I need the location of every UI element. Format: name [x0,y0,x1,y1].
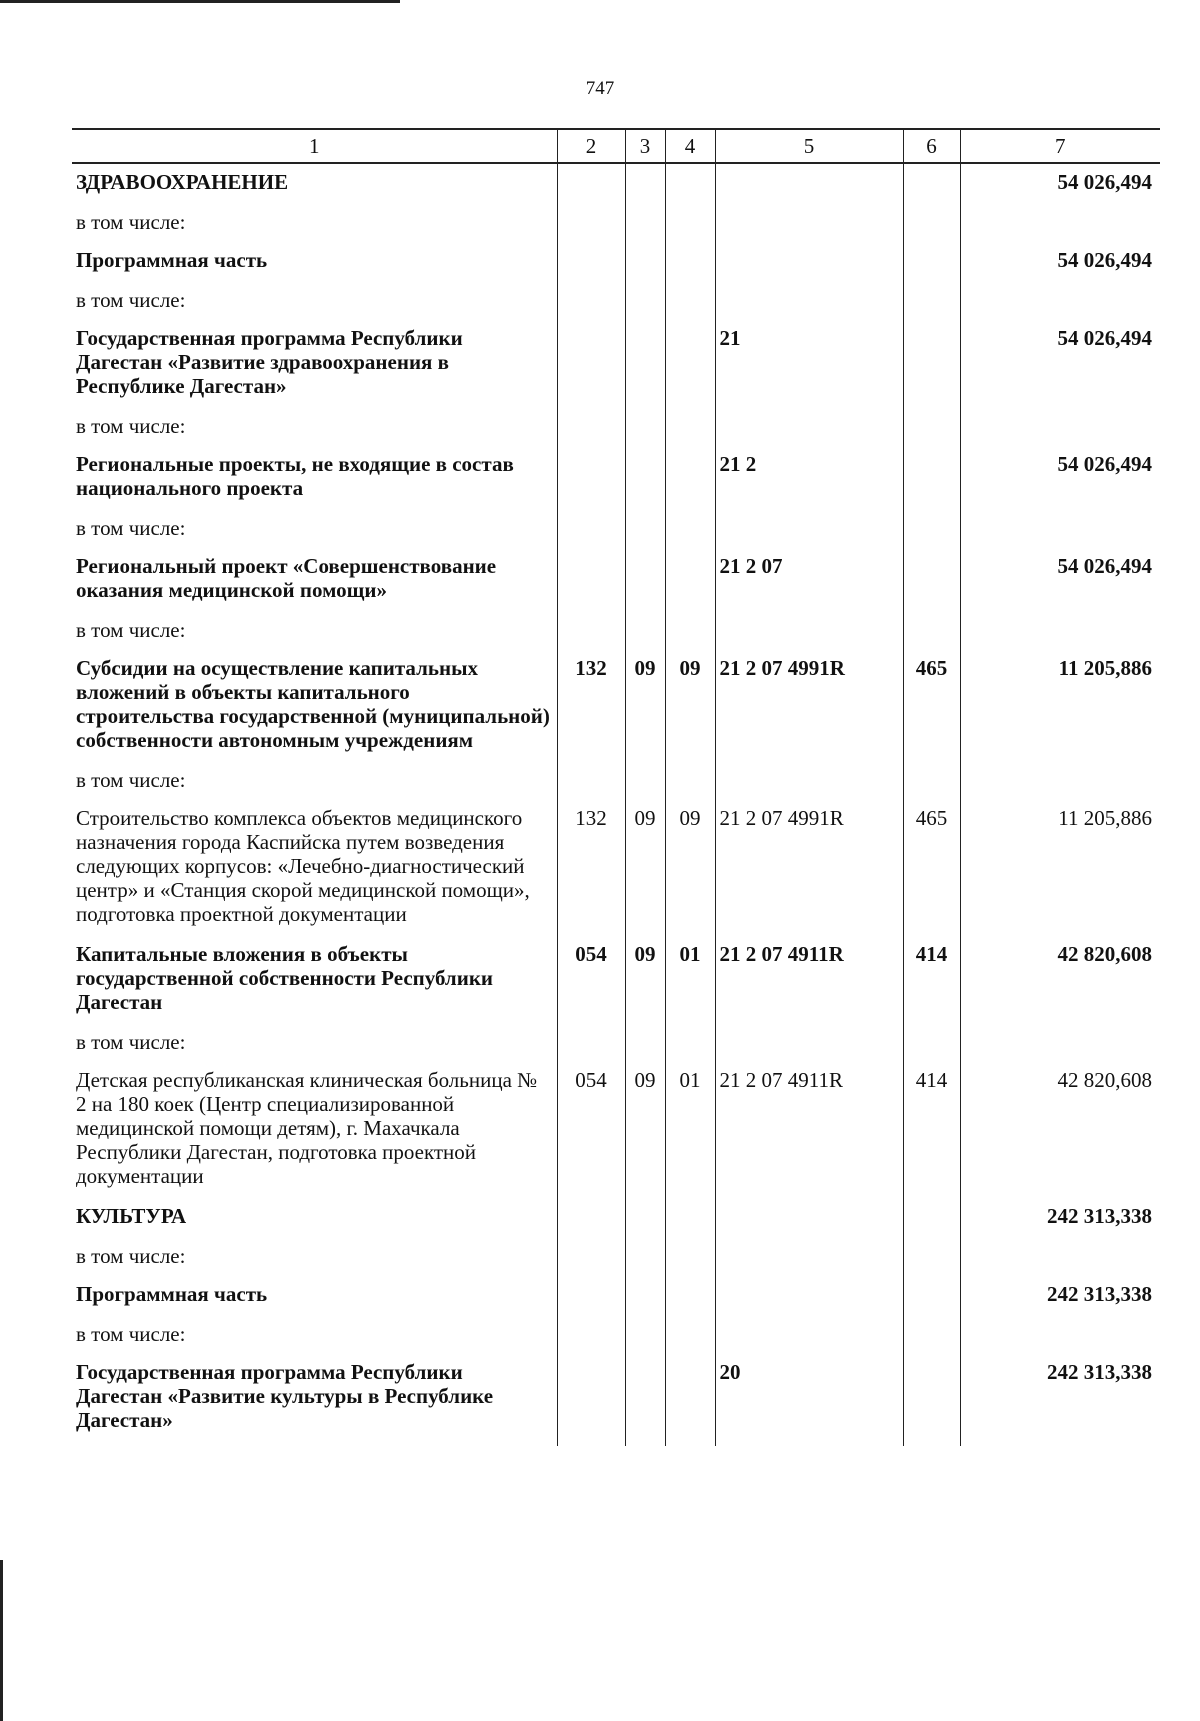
table-row [72,1354,1160,1446]
cell-col-6 [903,408,960,446]
cell-col-7: 11 205,886 [960,800,1160,936]
cell-col-6 [903,1238,960,1276]
cell-col-4 [665,510,715,548]
column-header-2: 2 [557,129,625,163]
cell-col-3 [625,320,665,408]
cell-col-7 [960,1316,1160,1354]
cell-col-7: 54 026,494 [960,548,1160,612]
table-row [72,936,1160,1024]
cell-col-5: 21 2 07 4991R [715,650,903,762]
row-name-cell: Строительство комплекса объектов медицинского назначения города Каспийска путем возведения следующих корпусов: «Лечебно-диагностический центр» и «Станция скорой медицинской помощи», подготовка проектной документации [76,806,530,926]
cell-col-3 [625,1238,665,1276]
row-name-cell: в том числе: [76,768,186,792]
cell-col-3 [625,242,665,282]
cell-col-7 [960,282,1160,320]
cell-col-3 [625,1276,665,1316]
row-name-cell: в том числе: [76,618,186,642]
cell-col-6 [903,548,960,612]
row-name-cell: в том числе: [76,288,186,312]
row-name-cell: Государственная программа Республики Дагестан «Развитие культуры в Республике Дагестан» [76,1360,494,1432]
cell-col-6 [903,204,960,242]
cell-col-2 [557,242,625,282]
cell-col-3: 09 [625,650,665,762]
table-row [72,163,1160,204]
row-name-cell: Государственная программа Республики Дагестан «Развитие здравоохранения в Республике Дагестан» [76,326,463,398]
table-row [72,548,1160,612]
cell-col-3: 09 [625,1062,665,1198]
table-row [72,282,1160,320]
table-row [72,1238,1160,1276]
cell-col-6: 465 [903,800,960,936]
row-name-cell: в том числе: [76,1244,186,1268]
cell-col-3 [625,510,665,548]
cell-col-4 [665,612,715,650]
scan-artifact-top-line [0,0,400,3]
budget-table [72,128,1160,1446]
cell-col-2 [557,1024,625,1062]
row-name-cell: в том числе: [76,516,186,540]
cell-col-2 [557,510,625,548]
cell-col-4 [665,1276,715,1316]
cell-col-6 [903,163,960,204]
cell-col-4 [665,1024,715,1062]
table-row [72,242,1160,282]
cell-col-6 [903,510,960,548]
cell-col-5 [715,282,903,320]
table-row [72,446,1160,510]
cell-col-6 [903,762,960,800]
cell-col-7: 54 026,494 [960,163,1160,204]
cell-col-6: 414 [903,936,960,1024]
cell-col-2 [557,1316,625,1354]
cell-col-5: 20 [715,1354,903,1446]
cell-col-5 [715,510,903,548]
cell-col-5 [715,762,903,800]
column-header-6: 6 [903,129,960,163]
table-row [72,650,1160,762]
cell-col-4 [665,320,715,408]
cell-col-5: 21 2 07 4911R [715,1062,903,1198]
cell-col-4: 09 [665,650,715,762]
cell-col-4 [665,548,715,612]
cell-col-7 [960,204,1160,242]
column-header-1: 1 [72,129,557,163]
cell-col-4 [665,204,715,242]
row-name-cell: КУЛЬТУРА [76,1204,187,1228]
cell-col-2 [557,163,625,204]
cell-col-4 [665,1198,715,1238]
row-name-cell: Капитальные вложения в объекты государственной собственности Республики Дагестан [76,942,494,1014]
column-header-5: 5 [715,129,903,163]
cell-col-7 [960,612,1160,650]
cell-col-3 [625,408,665,446]
row-name-cell: в том числе: [76,414,186,438]
cell-col-2 [557,1354,625,1446]
table-row [72,320,1160,408]
cell-col-4 [665,1316,715,1354]
cell-col-2 [557,762,625,800]
cell-col-3 [625,1024,665,1062]
cell-col-3 [625,612,665,650]
row-name-cell: ЗДРАВООХРАНЕНИЕ [76,170,289,194]
cell-col-5: 21 2 [715,446,903,510]
cell-col-4 [665,1354,715,1446]
cell-col-6 [903,1024,960,1062]
cell-col-6 [903,1198,960,1238]
cell-col-4: 01 [665,936,715,1024]
cell-col-2 [557,408,625,446]
cell-col-6: 414 [903,1062,960,1198]
cell-col-7 [960,762,1160,800]
cell-col-7 [960,1024,1160,1062]
cell-col-4 [665,762,715,800]
table-row [72,1024,1160,1062]
cell-col-2 [557,1198,625,1238]
cell-col-6 [903,446,960,510]
row-name-cell: в том числе: [76,210,186,234]
cell-col-5 [715,1276,903,1316]
cell-col-6 [903,1354,960,1446]
cell-col-7: 42 820,608 [960,1062,1160,1198]
cell-col-6: 465 [903,650,960,762]
cell-col-3 [625,282,665,320]
table-row [72,1198,1160,1238]
cell-col-3 [625,762,665,800]
row-name-cell: Программная часть [76,1282,268,1306]
cell-col-2 [557,320,625,408]
cell-col-2: 132 [557,800,625,936]
cell-col-4 [665,408,715,446]
column-header-4: 4 [665,129,715,163]
cell-col-3 [625,1316,665,1354]
cell-col-7: 242 313,338 [960,1198,1160,1238]
cell-col-6 [903,320,960,408]
cell-col-2: 054 [557,1062,625,1198]
cell-col-3 [625,204,665,242]
cell-col-6 [903,282,960,320]
cell-col-5 [715,242,903,282]
table-row [72,408,1160,446]
cell-col-6 [903,1276,960,1316]
cell-col-2 [557,612,625,650]
cell-col-3: 09 [625,936,665,1024]
scan-artifact-left-line [0,1560,3,1721]
table-row [72,762,1160,800]
row-name-cell: в том числе: [76,1322,186,1346]
table-row [72,800,1160,936]
table-row [72,204,1160,242]
row-name-cell: Программная часть [76,248,268,272]
cell-col-3: 09 [625,800,665,936]
row-name-cell: в том числе: [76,1030,186,1054]
cell-col-6 [903,1316,960,1354]
cell-col-2 [557,1238,625,1276]
cell-col-7: 242 313,338 [960,1354,1160,1446]
cell-col-3 [625,163,665,204]
cell-col-5: 21 [715,320,903,408]
cell-col-5 [715,1024,903,1062]
cell-col-4 [665,446,715,510]
cell-col-4 [665,282,715,320]
cell-col-5 [715,204,903,242]
cell-col-7: 54 026,494 [960,242,1160,282]
cell-col-5 [715,1198,903,1238]
table-row [72,1316,1160,1354]
cell-col-4 [665,1238,715,1276]
row-name-cell: Региональный проект «Совершенствование оказания медицинской помощи» [76,554,497,602]
table-row [72,1276,1160,1316]
cell-col-6 [903,612,960,650]
row-name-cell: Региональные проекты, не входящие в состав национального проекта [76,452,514,500]
cell-col-3 [625,1354,665,1446]
table-body [72,163,1160,1446]
cell-col-5 [715,408,903,446]
cell-col-5: 21 2 07 4911R [715,936,903,1024]
cell-col-5 [715,1238,903,1276]
table-row [72,510,1160,548]
cell-col-7: 42 820,608 [960,936,1160,1024]
cell-col-7: 54 026,494 [960,446,1160,510]
cell-col-2 [557,282,625,320]
cell-col-5: 21 2 07 4991R [715,800,903,936]
cell-col-2 [557,1276,625,1316]
cell-col-5 [715,1316,903,1354]
page-number: 747 [585,78,615,99]
table-row [72,612,1160,650]
cell-col-2 [557,446,625,510]
cell-col-3 [625,446,665,510]
cell-col-5 [715,163,903,204]
cell-col-4 [665,242,715,282]
cell-col-3 [625,1198,665,1238]
cell-col-7: 11 205,886 [960,650,1160,762]
cell-col-7: 54 026,494 [960,320,1160,408]
column-header-3: 3 [625,129,665,163]
cell-col-2: 132 [557,650,625,762]
cell-col-3 [625,548,665,612]
cell-col-2: 054 [557,936,625,1024]
cell-col-5: 21 2 07 [715,548,903,612]
table-row [72,1062,1160,1198]
cell-col-7: 242 313,338 [960,1276,1160,1316]
cell-col-4: 09 [665,800,715,936]
row-name-cell: Субсидии на осуществление капитальных вложений в объекты капитального строительства государственной (муниципальной) собственности автономным учреждениям [76,656,550,752]
cell-col-5 [715,612,903,650]
cell-col-2 [557,204,625,242]
header-row [72,129,1160,163]
column-header-7: 7 [960,129,1160,163]
cell-col-7 [960,510,1160,548]
cell-col-7 [960,408,1160,446]
cell-col-7 [960,1238,1160,1276]
cell-col-2 [557,548,625,612]
cell-col-4 [665,163,715,204]
cell-col-6 [903,242,960,282]
cell-col-4: 01 [665,1062,715,1198]
row-name-cell: Детская республиканская клиническая больница № 2 на 180 коек (Центр специализированной медицинской помощи детям), г. Махачкала Республики Дагестан, подготовка проектной документации [76,1068,538,1188]
